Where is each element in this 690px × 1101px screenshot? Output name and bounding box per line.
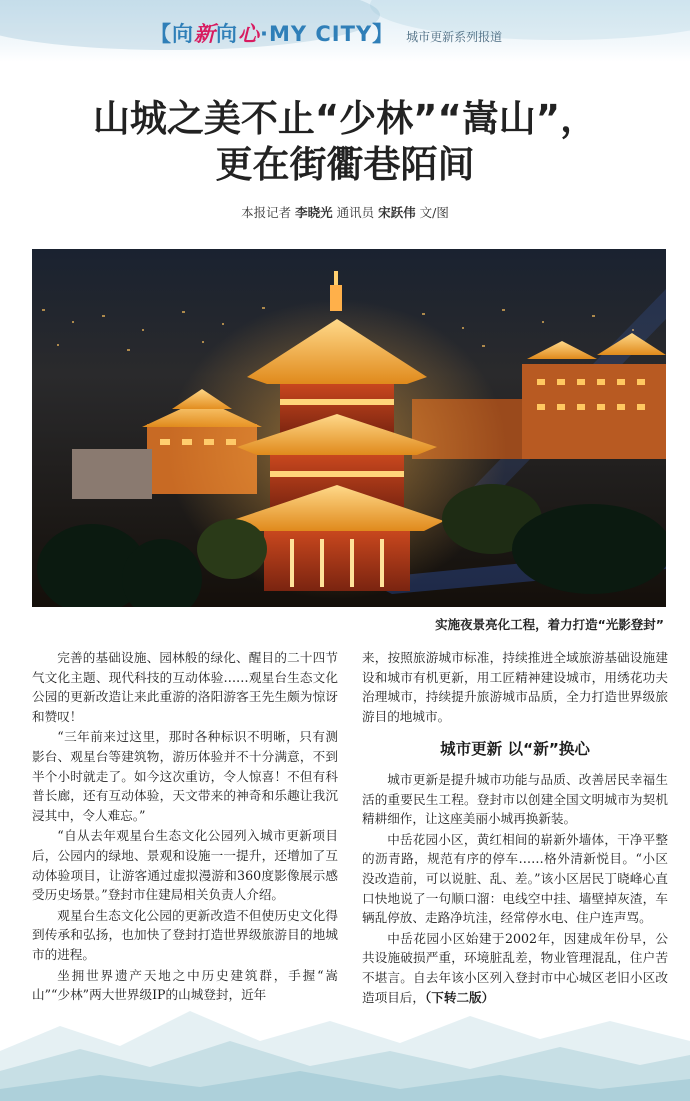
series-banner [0,0,690,62]
series-bracket-close: 】 [372,22,395,46]
paragraph: 观星台生态文化公园的更新改造不但使历史文化得到传承和弘扬，也加快了登封打造世界级旅游目的地城市的进程。 [32,907,338,962]
series-title-accent: 心 [238,22,260,46]
paragraph: 坐拥世界遗产天地之中历史建筑群，手握“嵩山”“少林”两大世界级IP的山城登封，近年 [32,967,338,1003]
series-title-part: 向 [216,22,238,46]
series-title-part: 向 [172,22,194,46]
paragraph [362,929,668,1007]
paragraph-continuation: 来，按照旅游城市标准，持续推进全域旅游基础设施建设和城市有机更新，用工匠精神建设城市，用绣花功夫治理城市，持续提升旅游城市品质，全力打造世界级旅游目的地城市。 [362,650,668,724]
series-title-accent: 新 [194,22,216,46]
paragraph: 中岳花园小区，黄红相间的崭新外墙体，干净平整的沥青路，规范有序的停车……格外清新悦目。“小区没改造前，可以说脏、乱、差。”该小区居民丁晓峰心直口快地说了一句顺口溜：电线空中挂、墙壁掉灰渣，车辆乱停放、走路净坑洼，经常停水电、住户连声骂。 [362,831,668,926]
section-subhead: 城市更新 以“新”换心 [440,740,590,759]
article-column-left [32,648,338,1005]
correspondent-name: 宋跃伟 [378,205,416,220]
photo-caption: 实施夜景亮化工程，着力打造“光影登封” [435,617,664,632]
continued-on-page-note: （下转二版） [424,989,495,1005]
banner-row [150,18,502,48]
paragraph: “自从去年观星台生态文化公园列入城市更新项目后，公园内的绿地、景观和设施一一提升，还增加了互动体验项目，让游客通过虚拟漫游和360度影像展示感受历史场景。”登封市住建局相关负责人介绍。 [32,828,338,903]
byline-prefix: 本报记者 [241,205,296,220]
series-bracket-open: 【 [150,22,172,46]
headline-line: 更在街衢巷陌间 [215,143,475,186]
article-headline [0,96,690,188]
paragraph: “三年前来过这里，那时各种标识不明晰，只有测影台、观星台等建筑物，游历体验并不十分满意，不到半个小时就走了。如今这次重访，令人惊喜！不但有科普长廊，还有互动体验，天文带来的神奇和乐趣让我沉浸其中，令人难忘。” [32,729,338,823]
headline-line: 山城之美不止“少林”“嵩山”， [92,97,598,140]
byline-middle: 通讯员 [332,205,379,220]
article-column-right [362,648,668,1007]
paragraph-text: 中岳花园小区始建于2002年，因建成年份早，公共设施破损严重，环境脏乱差，物业管理混乱，住户苦不堪言。自去年该小区列入登封市中心城区老旧小区改造项目后， [362,930,668,1005]
series-title [150,18,394,48]
reporter-name: 李晓光 [295,205,333,220]
night-pavilion-illustration [32,249,666,607]
paragraph: 完善的基础设施、园林般的绿化、醒目的二十四节气文化主题、现代科技的互动体验……观星台生态文化公园的更新改造让来此重游的洛阳游客王先生颇为惊讶和赞叹！ [32,650,338,724]
byline-suffix: 文/图 [415,205,449,220]
article-photo [32,249,666,607]
series-title-part: ·MY CITY [260,22,373,46]
series-label: 城市更新系列报道 [406,30,503,44]
byline [0,203,690,221]
paragraph: 城市更新是提升城市功能与品质、改善居民幸福生活的重要民生工程。登封市以创建全国文明城市为契机精耕细作，让这座美丽小城再换新装。 [362,771,668,827]
